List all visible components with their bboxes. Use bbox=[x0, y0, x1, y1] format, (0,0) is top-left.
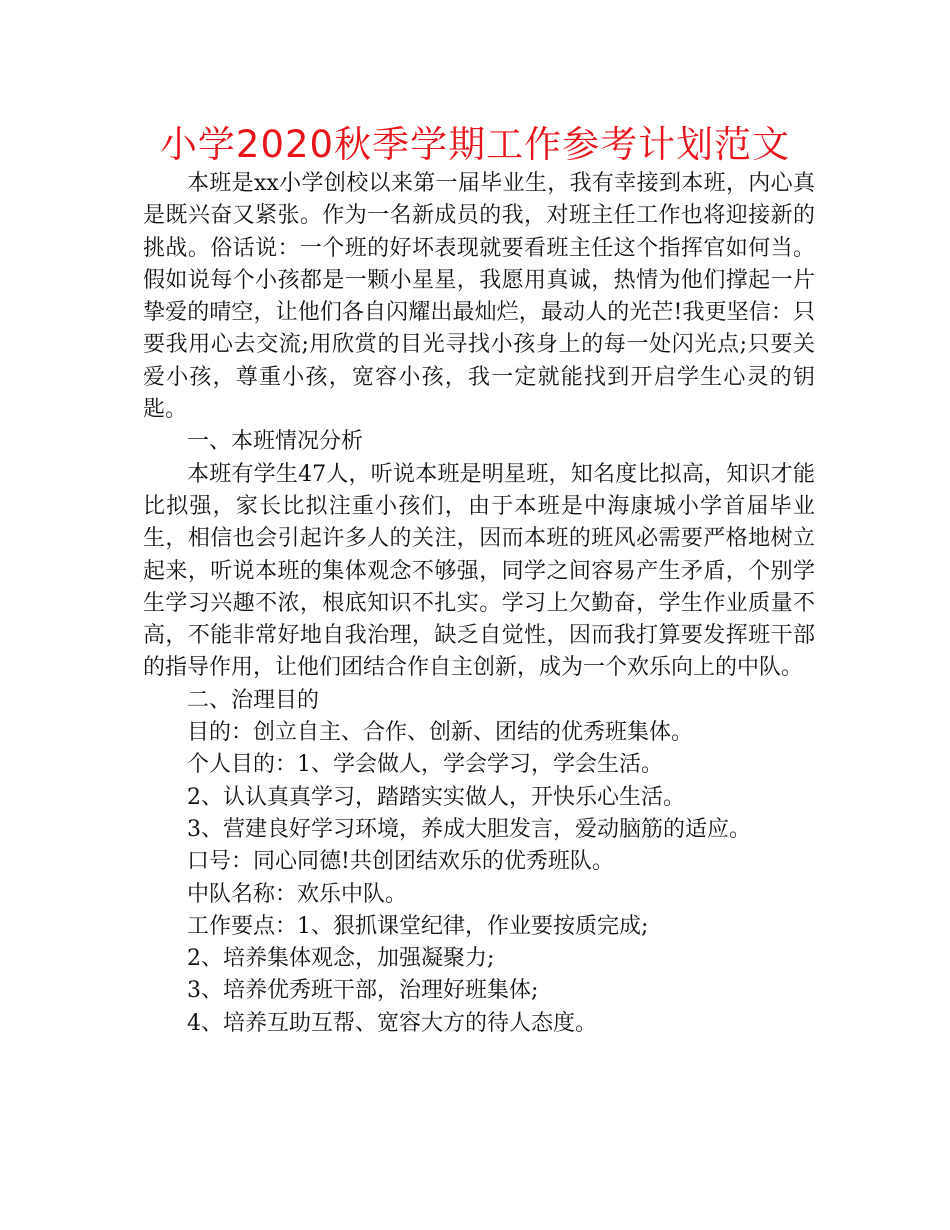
list-item: 2、认认真真学习，踏踏实实做人，开快乐心生活。 bbox=[187, 784, 685, 810]
list-item: 4、培养互助互帮、宽容大方的待人态度。 bbox=[187, 1010, 597, 1036]
section-heading-class-analysis: 一、本班情况分析 bbox=[187, 429, 364, 455]
class-analysis-paragraph: 本班有学生47人，听说本班是明星班，知名度比拟高，知识才能比拟强，家长比拟注重小孩们，由于本班是中海康城小学首届毕业生，相信也会引起许多人的关注，因而本班的班风必需要严格地树立起来，听说本班的集体观念不够强，同学之间容易产生矛盾，个别学生学习兴趣不浓，根底知识不扎实。学习上欠勤奋，学生作业质量不高，不能非常好地自我治理，缺乏自觉性，因而我打算要发挥班干部的指导作用，让他们团结合作自主创新，成为一个欢乐向上的中队。 bbox=[143, 461, 815, 681]
list-item: 3、培养优秀班干部，治理好班集体; bbox=[187, 978, 539, 1004]
slogan-line: 口号：同心同德!共创团结欢乐的优秀班队。 bbox=[187, 849, 614, 875]
list-item: 2、培养集体观念，加强凝聚力; bbox=[187, 946, 495, 972]
goal-line: 目的：创立自主、合作、创新、团结的优秀班集体。 bbox=[187, 720, 694, 746]
work-points-line: 工作要点：1、狠抓课堂纪律，作业要按质完成; bbox=[187, 913, 649, 939]
list-item: 3、营建良好学习环境，养成大胆发言，爱动脑筋的适应。 bbox=[187, 816, 751, 842]
personal-goal-line: 个人目的：1、学会做人，学会学习，学会生活。 bbox=[187, 752, 663, 778]
section-heading-management-goals: 二、治理目的 bbox=[187, 687, 320, 713]
document-body bbox=[143, 168, 815, 1040]
intro-paragraph: 本班是xx小学创校以来第一届毕业生，我有幸接到本班，内心真是既兴奋又紧张。作为一名新成员的我，对班主任工作也将迎接新的挑战。俗话说：一个班的好坏表现就要看班主任这个指挥官如何当。假如说每个小孩都是一颗小星星，我愿用真诚，热情为他们撑起一片挚爱的晴空，让他们各自闪耀出最灿烂，最动人的光芒!我更坚信：只要我用心去交流;用欣赏的目光寻找小孩身上的每一处闪光点;只要关爱小孩，尊重小孩，宽容小孩，我一定就能找到开启学生心灵的钥匙。 bbox=[143, 171, 815, 423]
document-title: 小学2020秋季学期工作参考计划范文 bbox=[159, 123, 791, 166]
squad-name-line: 中队名称：欢乐中队。 bbox=[187, 881, 408, 907]
